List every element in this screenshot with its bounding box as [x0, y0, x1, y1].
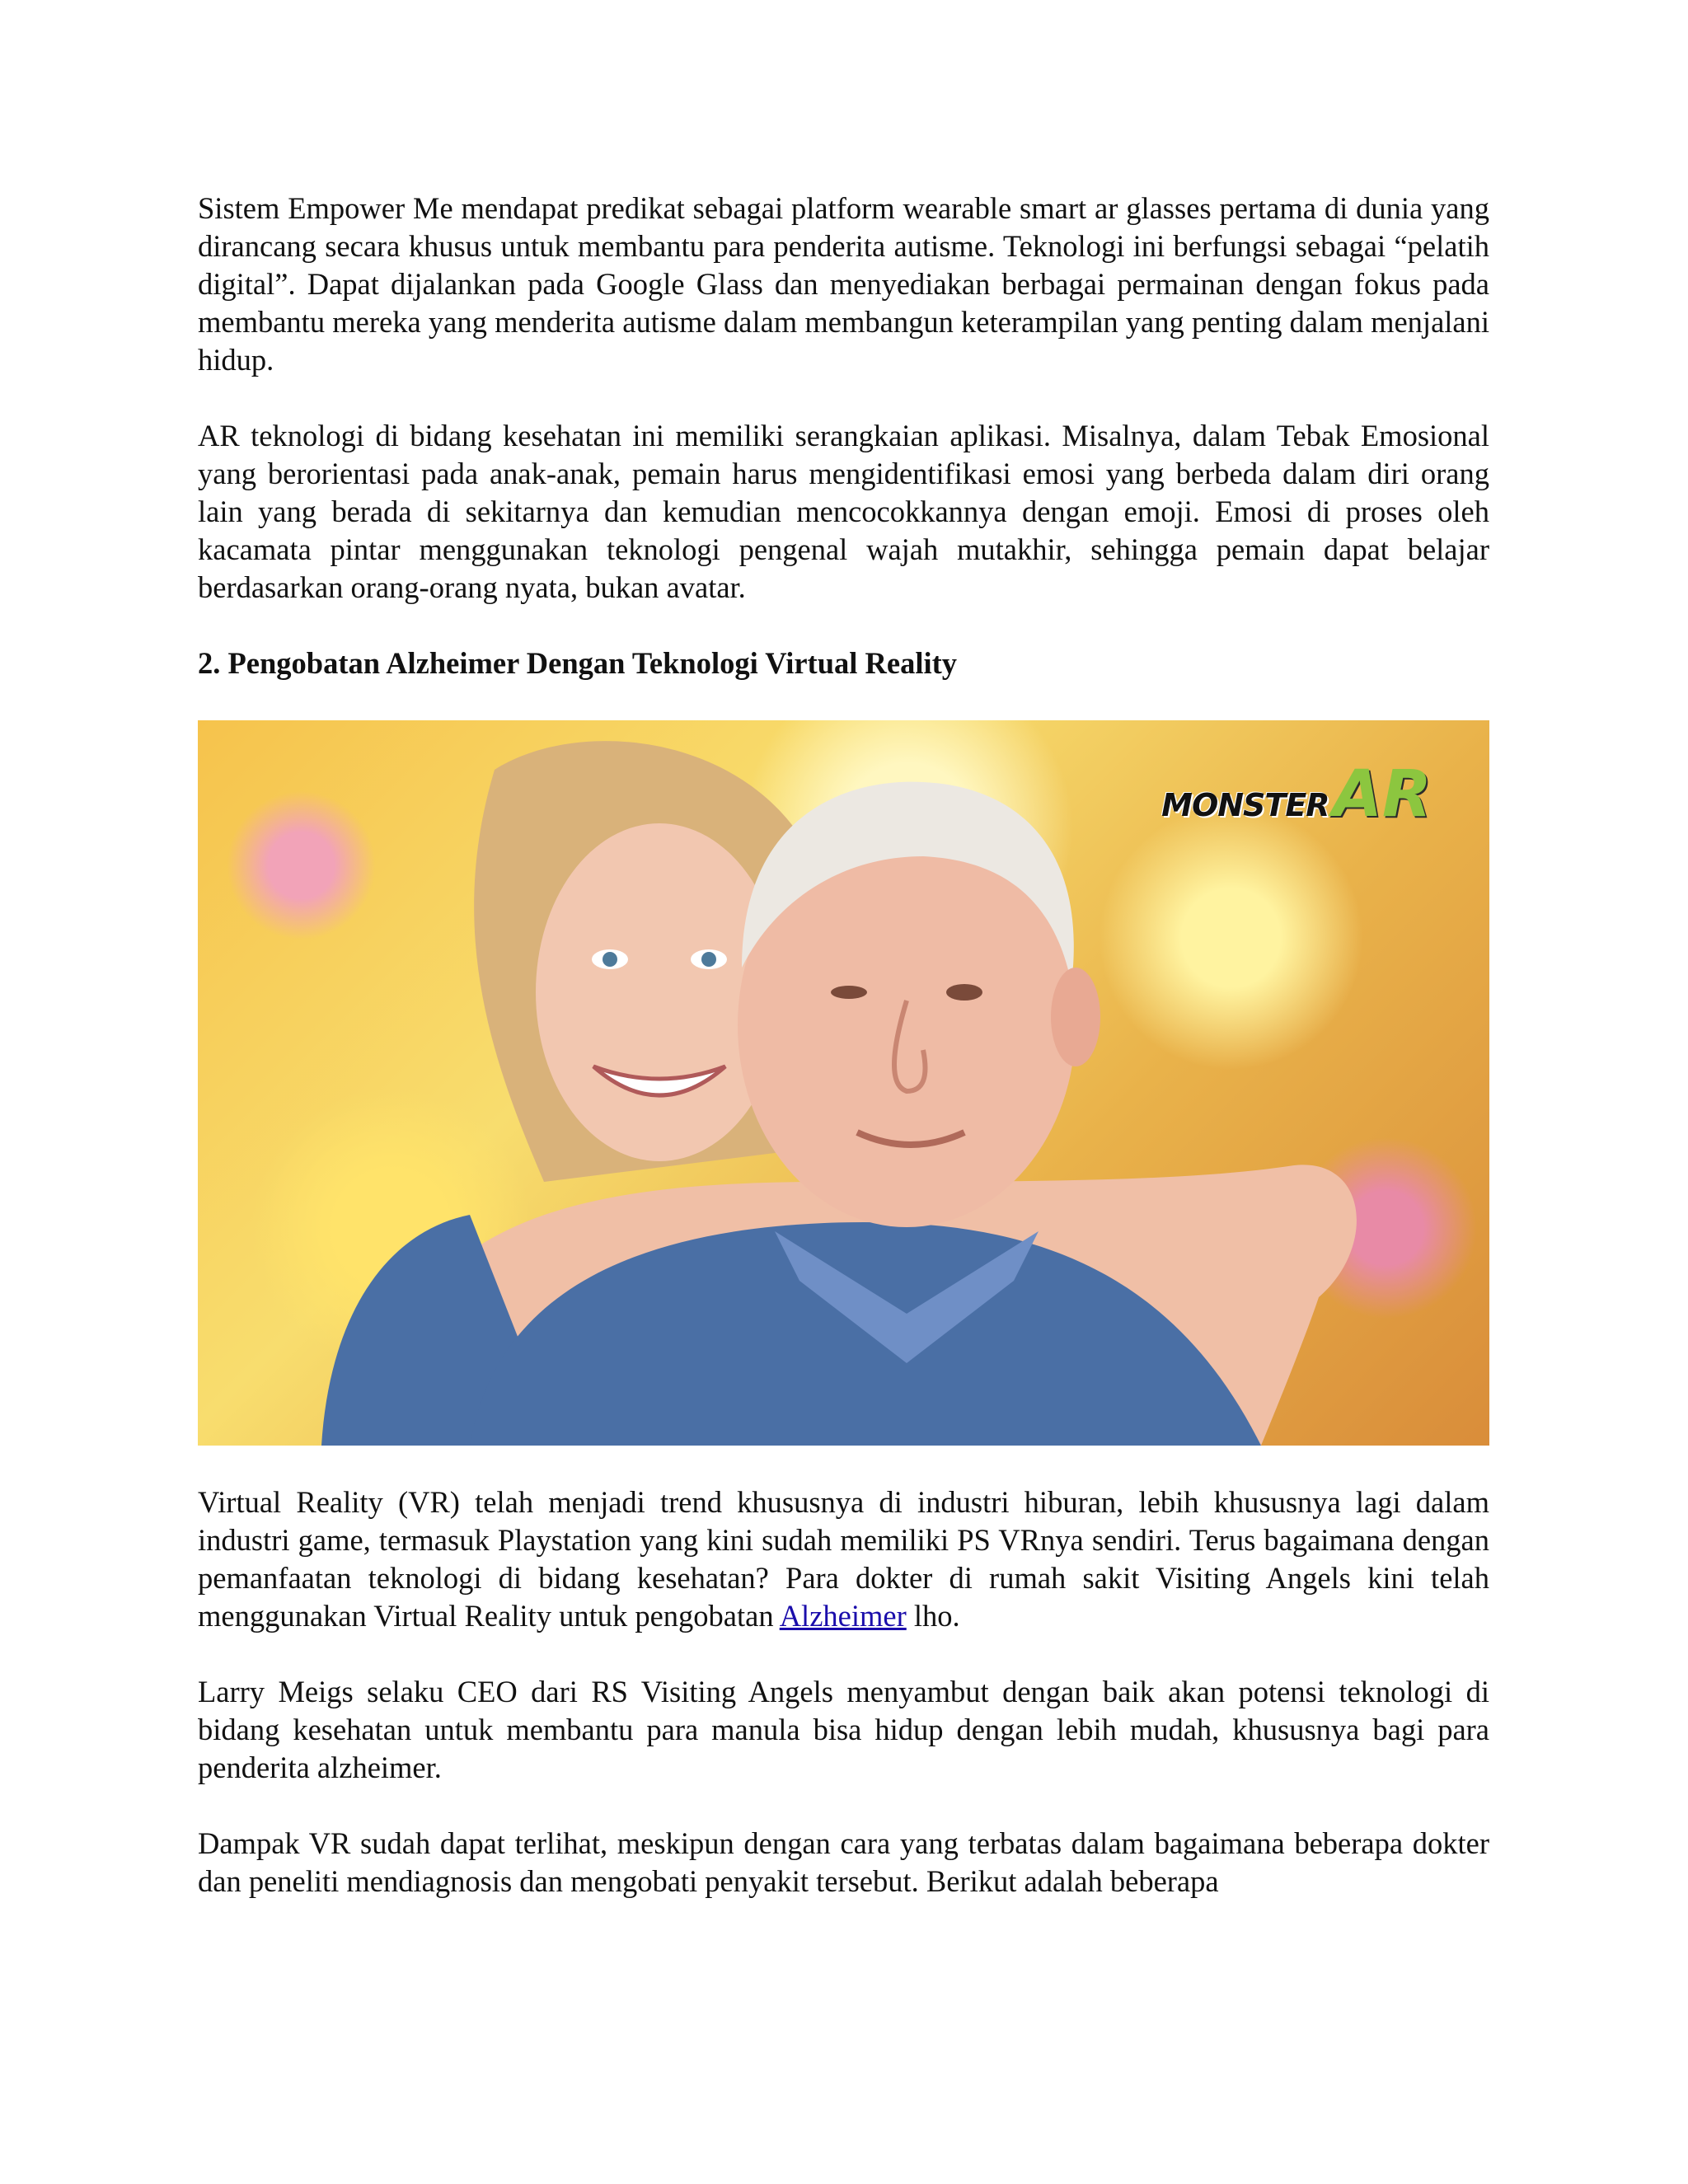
logo-monster-text: MONSTER: [1161, 787, 1329, 823]
paragraph-vr-trend-text: Virtual Reality (VR) telah menjadi trend khususnya di industri hiburan, lebih khususnya lagi dalam industri game, termasuk Playstation yang kini sudah memiliki PS VRnya sendiri. Terus bagaimana dengan pemanfaatan teknologi di bidang kesehatan? Para dokter di rumah sakit Visiting Angels kini telah menggunakan Virtual Reality untuk pengobatan: [198, 1485, 1489, 1633]
paragraph-empower-me: Sistem Empower Me mendapat predikat sebagai platform wearable smart ar glasses pertama di dunia yang dirancang secara khusus untuk membantu para penderita autisme. Teknologi ini berfungsi sebagai “pelatih digital”. Dapat dijalankan pada Google Glass dan menyediakan berbagai permainan dengan fokus pada membantu mereka yang menderita autisme dalam membangun keterampilan yang penting dalam menjalani hidup.: [198, 191, 1489, 377]
monster-ar-logo: [1161, 757, 1432, 832]
paragraph-vr-impact: Dampak VR sudah dapat terlihat, meskipun dengan cara yang terbatas dalam bagaimana beberapa dokter dan peneliti mendiagnosis dan mengobati penyakit tersebut. Berikut adalah beberapa: [198, 1826, 1489, 1898]
woman-iris-right: [701, 952, 716, 967]
logo-ar-text: AR: [1332, 757, 1432, 832]
man-ear: [1051, 968, 1100, 1066]
photo-illustration: [198, 720, 1489, 1446]
man-eye-left: [831, 986, 867, 999]
woman-iris-left: [603, 952, 617, 967]
paragraph-larry-meigs: Larry Meigs selaku CEO dari RS Visiting Angels menyambut dengan baik akan potensi teknologi di bidang kesehatan untuk membantu para manula bisa hidup dengan lebih mudah, khususnya bagi para penderita alzheimer.: [198, 1675, 1489, 1784]
article-photo-elderly-man-and-woman: [198, 720, 1489, 1446]
man-eye-right: [946, 984, 982, 1001]
alzheimer-link[interactable]: Alzheimer: [779, 1599, 907, 1633]
section-heading-alzheimer: 2. Pengobatan Alzheimer Dengan Teknologi Virtual Reality: [198, 646, 958, 680]
paragraph-vr-trend-end: lho.: [906, 1599, 960, 1633]
paragraph-ar-health-apps: AR teknologi di bidang kesehatan ini memiliki serangkaian aplikasi. Misalnya, dalam Tebak Emosional yang berorientasi pada anak-anak, pemain harus mengidentifikasi emosi yang berbeda dalam diri orang lain yang berada di sekitarnya dan kemudian mencocokkannya dengan emoji. Emosi di proses oleh kacamata pintar menggunakan teknologi pengenal wajah mutakhir, sehingga pemain dapat belajar berdasarkan orang-orang nyata, bukan avatar.: [198, 419, 1489, 604]
document-page: [198, 190, 1489, 1938]
paragraph-vr-trend: [198, 1483, 1489, 1635]
